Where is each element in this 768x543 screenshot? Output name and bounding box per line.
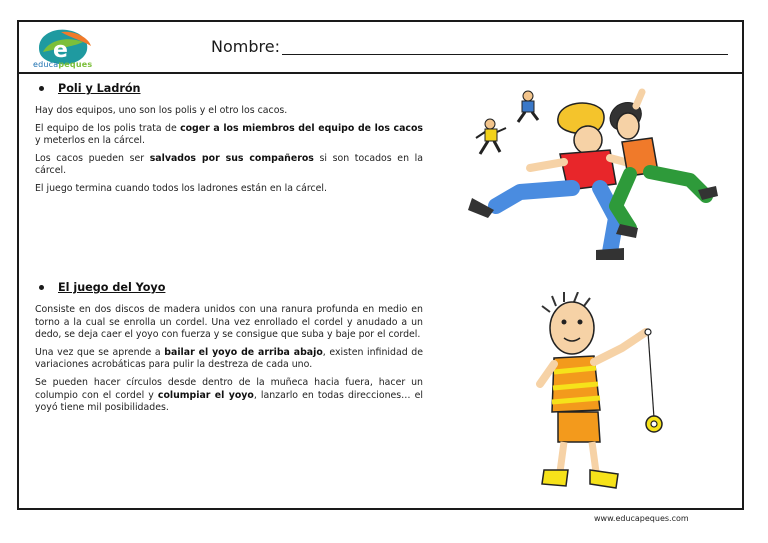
section-juego-yoyo: [35, 281, 423, 420]
bullet-icon: [39, 285, 44, 290]
footer-website: www.educapeques.com: [594, 514, 689, 523]
worksheet-header: [19, 22, 742, 74]
name-write-line: [282, 54, 728, 55]
running-children-illustration: [460, 88, 720, 270]
yoyo-boy-illustration: [534, 292, 684, 498]
paragraph: Hay dos equipos, uno son los polis y el otro los cacos.: [35, 105, 288, 116]
logo-wordmark: educapeques: [33, 60, 93, 69]
paragraph: Se pueden hacer círculos desde dentro de la muñeca hacia fuera, hacer un columpio con el cordel y columpiar el yoyo, lanzarlo en todas direcciones… el yoyó tiene mil posibilidades.: [35, 376, 423, 414]
dark-haired-runner-figure: [610, 92, 718, 238]
paragraph: Consiste en dos discos de madera unidos con una ranura profunda en medio en torno a la cual se enrolla un cordel. Una vez enrollado el cordel y anudado a un dedo, se deja caer el yoyo con fuerza y se consigue que suba y baje por el cordel.: [35, 304, 423, 341]
paragraph: Los cacos pueden ser salvados por sus compañeros si son tocados en la cárcel.: [35, 152, 423, 177]
paragraph: Una vez que se aprende a bailar el yoyo de arriba abajo, existen infinidad de variaciones acrobáticas para pulir la destreza de cada uno.: [35, 346, 423, 371]
name-label: Nombre:: [211, 37, 280, 56]
section-title-row: [35, 281, 423, 294]
paragraph: El equipo de los polis trata de coger a los miembros del equipo de los cacos y meterlos en la cárcel.: [35, 122, 423, 147]
bullet-icon: [39, 86, 44, 91]
yoyo-icon: [645, 329, 662, 432]
small-runner-figure: [476, 119, 506, 154]
section-title: El juego del Yoyo: [58, 281, 166, 294]
svg-text:e: e: [53, 38, 68, 63]
section-poli-ladron: [35, 82, 423, 201]
small-runner-figure: [518, 91, 538, 122]
section-title: Poli y Ladrón: [58, 82, 141, 95]
section-title-row: [35, 82, 423, 95]
boy-figure: [540, 292, 646, 488]
paragraph: El juego termina cuando todos los ladrones están en la cárcel.: [35, 182, 327, 194]
